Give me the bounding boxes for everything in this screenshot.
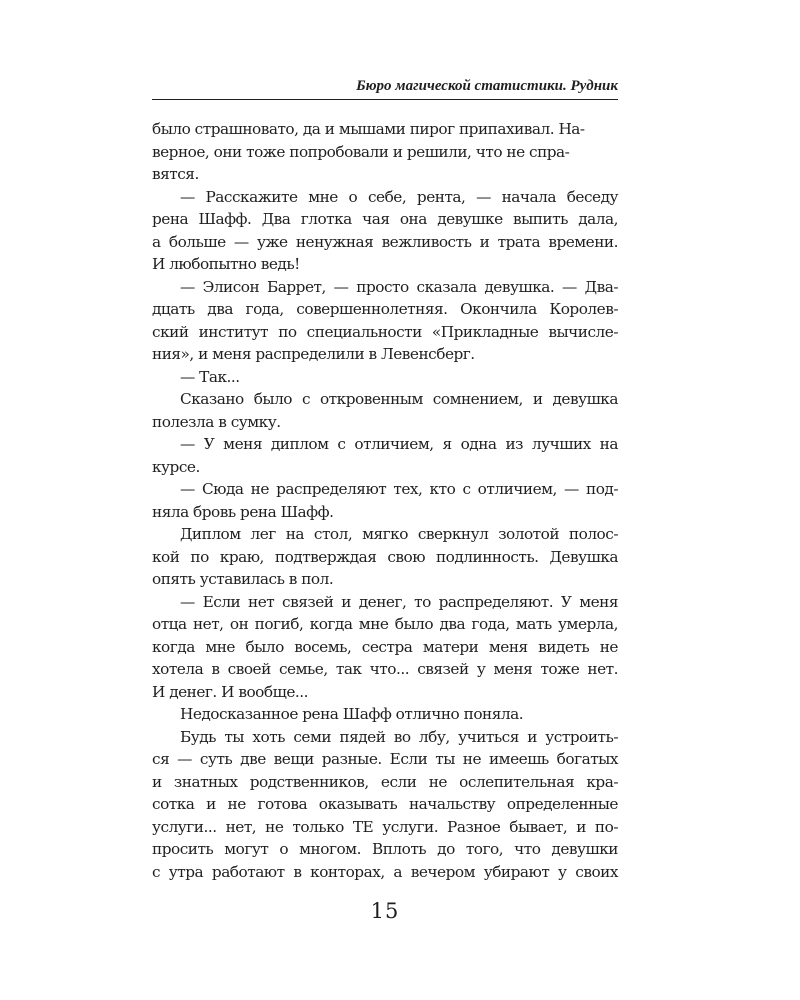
text-line: — Сюда не распределяют тех, кто с отличием, — под- [180, 480, 618, 498]
page-number: 15 [370, 899, 400, 923]
text-line: отца нет, он погиб, когда мне было два года, мать умерла, [152, 615, 618, 633]
text-line: Диплом лег на стол, мягко сверкнул золотой полос- [180, 525, 618, 543]
text-line: рена Шафф. Два глотка чая она девушке выпить дала, [152, 210, 618, 228]
text-line: дцать два года, совершеннолетняя. Окончила Королев- [152, 300, 618, 318]
text-line: вятся. [152, 165, 199, 183]
running-header: Бюро магической статистики. Рудник [356, 78, 618, 94]
text-line: опять уставилась в пол. [152, 570, 334, 588]
text-line: Сказано было с откровенным сомнением, и девушка [180, 390, 618, 408]
body-text [152, 118, 618, 883]
text-line: с утра работают в конторах, а вечером убирают у своих [152, 862, 618, 881]
text-line: а больше — уже ненужная вежливость и трата времени. [152, 232, 618, 251]
text-line: просить могут о многом. Вплоть до того, что девушки [152, 840, 618, 858]
text-line: хотела в своей семье, так что... связей у меня тоже нет. [152, 660, 618, 678]
text-line: И денег. И вообще... [152, 682, 308, 701]
text-line: было страшновато, да и мышами пирог припахивал. На- [152, 120, 585, 138]
text-line: — Расскажите мне о себе, рента, — начала беседу [180, 187, 618, 206]
text-line: ния», и меня распределили в Левенсберг. [152, 345, 475, 363]
text-line: Недосказанное рена Шафф отлично поняла. [180, 705, 524, 723]
text-line: — Элисон Баррет, — просто сказала девушка. — Два- [180, 277, 618, 296]
text-line: услуги... нет, не только ТЕ услуги. Разное бывает, и по- [152, 817, 618, 836]
text-line: И любопытно ведь! [152, 255, 300, 273]
text-line: ся — суть две вещи разные. Если ты не имеешь богатых [152, 750, 618, 768]
text-line: ский институт по специальности «Прикладные вычисле- [152, 322, 618, 341]
text-line: кой по краю, подтверждая свою подлинность. Девушка [152, 547, 618, 566]
text-line: курсе. [152, 457, 200, 476]
text-line: Будь ты хоть семи пядей во лбу, учиться и устроить- [180, 727, 618, 746]
text-line: — У меня диплом с отличием, я одна из лучших на [180, 435, 618, 453]
text-line: и знатных родственников, если не ослепительная кра- [152, 772, 618, 791]
text-line: — Так... [180, 367, 240, 386]
text-line: — Если нет связей и денег, то распределяют. У меня [180, 592, 618, 611]
text-line: сотка и не готова оказывать начальству определенные [152, 795, 618, 813]
text-line: полезла в сумку. [152, 412, 281, 431]
text-line: верное, они тоже попробовали и решили, что не спра- [152, 142, 570, 161]
text-line: няла бровь рена Шафф. [152, 502, 334, 521]
header-rule [152, 99, 618, 100]
text-line: когда мне было восемь, сестра матери меня видеть не [152, 637, 618, 656]
